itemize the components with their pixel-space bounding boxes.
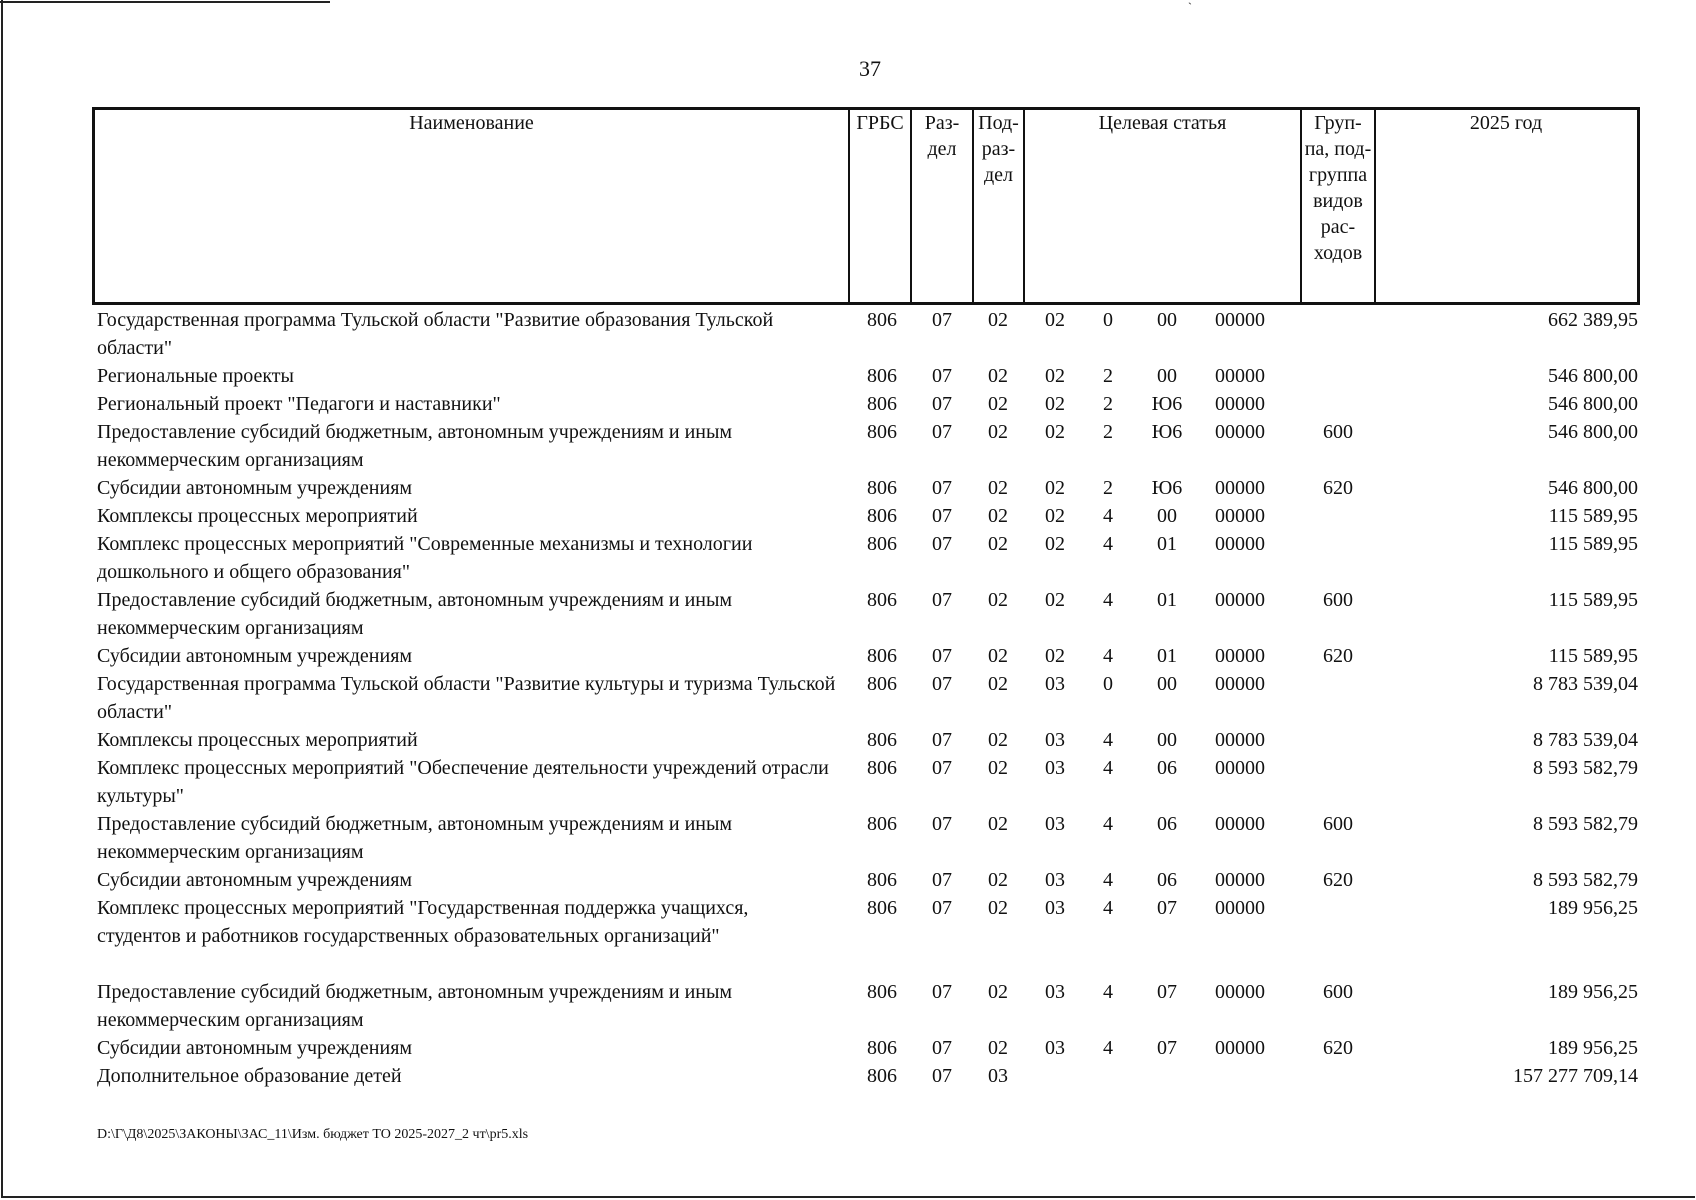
row-name: Субсидии автономным учреждениям	[97, 1037, 413, 1059]
row-podrazdel: 02	[988, 505, 1008, 527]
row-target-program: 02	[1045, 477, 1065, 499]
row-target-direction: 06	[1157, 813, 1177, 835]
row-razdel: 07	[932, 981, 952, 1003]
row-target-subprogram: 2	[1103, 365, 1113, 387]
row-target-program: 03	[1045, 981, 1065, 1003]
row-target-subprogram: 4	[1103, 729, 1113, 751]
row-expense-type: 620	[1323, 1037, 1353, 1059]
row-name: Предоставление субсидий бюджетным, автономным учреждениям и иным некоммерческим организациям	[97, 981, 733, 1031]
row-name: Государственная программа Тульской области "Развитие образования Тульской области"	[97, 309, 774, 359]
row-grbs: 806	[867, 645, 897, 667]
header-podrazdel: Под- раз- дел	[978, 112, 1019, 186]
row-razdel: 07	[932, 1037, 952, 1059]
row-podrazdel: 02	[988, 421, 1008, 443]
row-grbs: 806	[867, 589, 897, 611]
row-target-article: 00000	[1215, 813, 1265, 835]
row-target-article: 00000	[1215, 869, 1265, 891]
row-podrazdel: 02	[988, 981, 1008, 1003]
row-name: Предоставление субсидий бюджетным, автономным учреждениям и иным некоммерческим организациям	[97, 421, 733, 471]
row-target-program: 02	[1045, 365, 1065, 387]
page-frame-bottom	[1, 1196, 1695, 1198]
row-target-program: 02	[1045, 393, 1065, 415]
row-target-article: 00000	[1215, 729, 1265, 751]
row-target-subprogram: 4	[1103, 813, 1113, 835]
header-divider	[1023, 107, 1025, 305]
header-year: 2025 год	[1469, 112, 1543, 134]
header-divider	[1374, 107, 1376, 305]
page-frame-left	[1, 0, 3, 1196]
row-target-subprogram: 4	[1103, 897, 1113, 919]
row-target-article: 00000	[1215, 897, 1265, 919]
row-target-subprogram: 4	[1103, 505, 1113, 527]
row-grbs: 806	[867, 673, 897, 695]
row-target-direction: 00	[1157, 365, 1177, 387]
row-podrazdel: 02	[988, 309, 1008, 331]
row-amount: 189 956,25	[1548, 981, 1638, 1003]
row-amount: 8 783 539,04	[1533, 729, 1638, 751]
row-expense-type: 600	[1323, 981, 1353, 1003]
row-razdel: 07	[932, 421, 952, 443]
row-target-direction: 01	[1157, 645, 1177, 667]
row-name: Субсидии автономным учреждениям	[97, 645, 413, 667]
row-target-direction: 06	[1157, 757, 1177, 779]
row-target-subprogram: 4	[1103, 533, 1113, 555]
row-razdel: 07	[932, 589, 952, 611]
row-target-article: 00000	[1215, 533, 1265, 555]
row-target-direction: Ю6	[1151, 393, 1183, 415]
row-target-program: 02	[1045, 645, 1065, 667]
scan-mark: `	[1188, 0, 1192, 14]
row-target-article: 00000	[1215, 1037, 1265, 1059]
row-razdel: 07	[932, 673, 952, 695]
row-name: Субсидии автономным учреждениям	[97, 477, 413, 499]
row-podrazdel: 02	[988, 757, 1008, 779]
row-target-program: 03	[1045, 1037, 1065, 1059]
row-target-program: 02	[1045, 533, 1065, 555]
row-amount: 546 800,00	[1548, 477, 1638, 499]
header-vid-rashodov: Груп- па, под- группа видов рас- ходов	[1304, 112, 1372, 264]
row-podrazdel: 02	[988, 393, 1008, 415]
row-target-program: 03	[1045, 729, 1065, 751]
row-name: Комплекс процессных мероприятий "Современные механизмы и технологии дошкольного и общего образования"	[97, 533, 753, 583]
row-target-article: 00000	[1215, 365, 1265, 387]
row-expense-type: 620	[1323, 477, 1353, 499]
row-podrazdel: 02	[988, 1037, 1008, 1059]
row-target-article: 00000	[1215, 673, 1265, 695]
row-podrazdel: 03	[988, 1065, 1008, 1087]
header-name: Наименование	[409, 112, 534, 134]
row-target-direction: 07	[1157, 1037, 1177, 1059]
row-target-subprogram: 0	[1103, 309, 1113, 331]
row-razdel: 07	[932, 505, 952, 527]
row-amount: 8 593 582,79	[1533, 757, 1638, 779]
row-amount: 157 277 709,14	[1513, 1065, 1638, 1087]
row-target-article: 00000	[1215, 393, 1265, 415]
row-target-article: 00000	[1215, 421, 1265, 443]
row-razdel: 07	[932, 309, 952, 331]
header-razdel: Раз- дел	[924, 112, 960, 160]
row-expense-type: 600	[1323, 421, 1353, 443]
row-expense-type: 620	[1323, 645, 1353, 667]
row-target-article: 00000	[1215, 505, 1265, 527]
file-path: D:\Г\Д8\2025\ЗАКОНЫ\ЗАС_11\Изм. бюджет ТО 2025-2027_2 чт\pr5.xls	[97, 1127, 529, 1142]
row-razdel: 07	[932, 869, 952, 891]
row-target-subprogram: 4	[1103, 1037, 1113, 1059]
row-name: Комплекс процессных мероприятий "Обеспечение деятельности учреждений отрасли культуры"	[97, 757, 829, 807]
row-grbs: 806	[867, 365, 897, 387]
row-razdel: 07	[932, 813, 952, 835]
row-podrazdel: 02	[988, 897, 1008, 919]
row-amount: 115 589,95	[1548, 505, 1638, 527]
row-target-article: 00000	[1215, 309, 1265, 331]
row-razdel: 07	[932, 477, 952, 499]
row-target-direction: 07	[1157, 897, 1177, 919]
row-grbs: 806	[867, 981, 897, 1003]
row-target-program: 02	[1045, 589, 1065, 611]
row-target-direction: 00	[1157, 673, 1177, 695]
row-name: Дополнительное образование детей	[97, 1065, 402, 1087]
row-razdel: 07	[932, 365, 952, 387]
row-target-program: 02	[1045, 505, 1065, 527]
row-name: Региональные проекты	[97, 365, 294, 387]
row-podrazdel: 02	[988, 813, 1008, 835]
row-target-article: 00000	[1215, 477, 1265, 499]
row-target-article: 00000	[1215, 589, 1265, 611]
row-target-subprogram: 4	[1103, 869, 1113, 891]
page-number: 37	[859, 56, 881, 81]
row-target-direction: Ю6	[1151, 477, 1183, 499]
row-razdel: 07	[932, 729, 952, 751]
row-podrazdel: 02	[988, 589, 1008, 611]
row-target-subprogram: 2	[1103, 477, 1113, 499]
row-target-subprogram: 2	[1103, 421, 1113, 443]
row-name: Комплекс процессных мероприятий "Государственная поддержка учащихся, студентов и работников государственных образовательных организаций"	[97, 897, 749, 947]
row-amount: 189 956,25	[1548, 897, 1638, 919]
row-target-subprogram: 4	[1103, 645, 1113, 667]
header-grbs: ГРБС	[856, 112, 904, 134]
row-grbs: 806	[867, 421, 897, 443]
row-grbs: 806	[867, 1037, 897, 1059]
row-grbs: 806	[867, 729, 897, 751]
row-grbs: 806	[867, 757, 897, 779]
row-target-subprogram: 2	[1103, 393, 1113, 415]
row-amount: 115 589,95	[1548, 645, 1638, 667]
row-target-article: 00000	[1215, 757, 1265, 779]
row-grbs: 806	[867, 505, 897, 527]
page-frame-top	[0, 1, 330, 3]
row-target-program: 02	[1045, 309, 1065, 331]
row-podrazdel: 02	[988, 645, 1008, 667]
row-target-program: 03	[1045, 757, 1065, 779]
row-razdel: 07	[932, 1065, 952, 1087]
header-border	[92, 107, 1640, 305]
row-target-subprogram: 0	[1103, 673, 1113, 695]
row-razdel: 07	[932, 897, 952, 919]
row-razdel: 07	[932, 757, 952, 779]
row-target-program: 03	[1045, 897, 1065, 919]
row-podrazdel: 02	[988, 729, 1008, 751]
row-expense-type: 600	[1323, 813, 1353, 835]
row-target-article: 00000	[1215, 645, 1265, 667]
row-podrazdel: 02	[988, 673, 1008, 695]
row-podrazdel: 02	[988, 869, 1008, 891]
row-amount: 8 783 539,04	[1533, 673, 1638, 695]
row-grbs: 806	[867, 897, 897, 919]
row-grbs: 806	[867, 477, 897, 499]
row-razdel: 07	[932, 645, 952, 667]
header-celevaya-statya: Целевая статья	[1098, 112, 1227, 134]
row-target-direction: 06	[1157, 869, 1177, 891]
row-target-direction: 00	[1157, 309, 1177, 331]
row-target-subprogram: 4	[1103, 757, 1113, 779]
row-target-direction: Ю6	[1151, 421, 1183, 443]
row-amount: 115 589,95	[1548, 589, 1638, 611]
row-name: Предоставление субсидий бюджетным, автономным учреждениям и иным некоммерческим организациям	[97, 813, 733, 863]
row-name: Комплексы процессных мероприятий	[97, 729, 418, 751]
row-target-subprogram: 4	[1103, 981, 1113, 1003]
row-name: Предоставление субсидий бюджетным, автономным учреждениям и иным некоммерческим организациям	[97, 589, 733, 639]
row-razdel: 07	[932, 393, 952, 415]
row-podrazdel: 02	[988, 365, 1008, 387]
row-amount: 662 389,95	[1548, 309, 1638, 331]
row-amount: 546 800,00	[1548, 393, 1638, 415]
row-razdel: 07	[932, 533, 952, 555]
row-target-direction: 00	[1157, 505, 1177, 527]
row-grbs: 806	[867, 309, 897, 331]
row-target-subprogram: 4	[1103, 589, 1113, 611]
row-name: Комплексы процессных мероприятий	[97, 505, 418, 527]
row-target-direction: 00	[1157, 729, 1177, 751]
row-name: Региональный проект "Педагоги и наставники"	[97, 393, 501, 415]
row-target-direction: 01	[1157, 589, 1177, 611]
row-amount: 8 593 582,79	[1533, 869, 1638, 891]
row-grbs: 806	[867, 393, 897, 415]
row-target-program: 03	[1045, 673, 1065, 695]
row-expense-type: 620	[1323, 869, 1353, 891]
row-grbs: 806	[867, 813, 897, 835]
row-target-program: 03	[1045, 813, 1065, 835]
row-grbs: 806	[867, 1065, 897, 1087]
row-expense-type: 600	[1323, 589, 1353, 611]
row-target-article: 00000	[1215, 981, 1265, 1003]
row-target-program: 03	[1045, 869, 1065, 891]
row-amount: 115 589,95	[1548, 533, 1638, 555]
row-target-direction: 01	[1157, 533, 1177, 555]
header-divider	[848, 107, 850, 305]
row-podrazdel: 02	[988, 477, 1008, 499]
row-name: Государственная программа Тульской области "Развитие культуры и туризма Тульской области"	[97, 673, 836, 723]
row-amount: 189 956,25	[1548, 1037, 1638, 1059]
row-amount: 546 800,00	[1548, 421, 1638, 443]
row-amount: 546 800,00	[1548, 365, 1638, 387]
row-grbs: 806	[867, 869, 897, 891]
row-grbs: 806	[867, 533, 897, 555]
row-amount: 8 593 582,79	[1533, 813, 1638, 835]
row-name: Субсидии автономным учреждениям	[97, 869, 413, 891]
row-podrazdel: 02	[988, 533, 1008, 555]
row-target-program: 02	[1045, 421, 1065, 443]
row-target-direction: 07	[1157, 981, 1177, 1003]
